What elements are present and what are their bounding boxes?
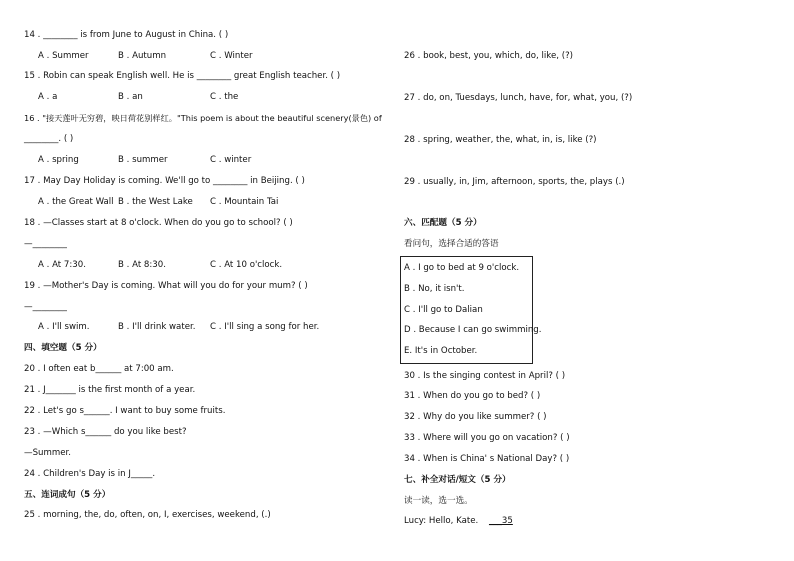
question-19: 19 . —Mother's Day is coming. What will you do for your mum? ( ): [24, 281, 308, 291]
question-22: 22 . Let's go s______. I want to buy some fruits.: [24, 406, 226, 416]
q18-option-b: B . At 8:30.: [118, 260, 166, 270]
match-option-d: D . Because I can go swimming.: [404, 325, 542, 335]
question-23-answer: —Summer.: [24, 448, 72, 458]
q16-option-c: C . winter: [210, 155, 252, 165]
question-29: 29 . usually, in, Jim, afternoon, sports, the, plays (.): [404, 177, 625, 187]
match-option-e: E. It's in October.: [404, 346, 478, 356]
question-30: 30 . Is the singing contest in April? ( ): [404, 371, 566, 381]
match-option-c: C . I'll go to Dalian: [404, 305, 483, 315]
match-option-a: A . I go to bed at 9 o'clock.: [404, 263, 520, 273]
section-7-instruction: 读一读，选一选。: [404, 496, 473, 506]
match-option-b: B . No, it isn't.: [404, 284, 465, 294]
question-18-answer-line: —________: [24, 239, 67, 249]
question-28: 28 . spring, weather, the, what, in, is, like (?): [404, 135, 597, 145]
q14-option-a: A . Summer: [38, 51, 89, 61]
question-26: 26 . book, best, you, which, do, like, (?): [404, 51, 573, 61]
q18-option-a: A . At 7:30.: [38, 260, 86, 270]
question-34: 34 . When is China' s National Day? ( ): [404, 454, 570, 464]
section-4-heading: 四、填空题（5 分）: [24, 343, 102, 353]
question-18: 18 . —Classes start at 8 o'clock. When do you go to school? ( ): [24, 218, 293, 228]
q16-option-a: A . spring: [38, 155, 79, 165]
q17-option-b: B . the West Lake: [118, 197, 193, 207]
q19-option-a: A . I'll swim.: [38, 322, 90, 332]
question-27: 27 . do, on, Tuesdays, lunch, have, for, what, you, (?): [404, 93, 633, 103]
question-15: 15 . Robin can speak English well. He is ________ great English teacher. ( ): [24, 71, 341, 81]
q17-option-c: C . Mountain Tai: [210, 197, 279, 207]
section-5-heading: 五、连词成句（5 分）: [24, 490, 111, 500]
question-25: 25 . morning, the, do, often, on, I, exercises, weekend, (.): [24, 510, 271, 520]
q19-option-b: B . I'll drink water.: [118, 322, 196, 332]
question-20: 20 . I often eat b______ at 7:00 am.: [24, 364, 174, 374]
dialog-text: Lucy: Hello, Kate.: [404, 516, 479, 526]
question-14: 14 . ________ is from June to August in China. ( ): [24, 30, 229, 40]
q15-option-b: B . an: [118, 92, 143, 102]
question-23: 23 . —Which s______ do you like best?: [24, 427, 187, 437]
q19-option-c: C . I'll sing a song for her.: [210, 322, 320, 332]
section-7-heading: 七、补全对话/短文（5 分）: [404, 475, 511, 485]
q15-option-a: A . a: [38, 92, 58, 102]
question-17: 17 . May Day Holiday is coming. We'll go to ________ in Beijing. ( ): [24, 176, 305, 186]
question-16: 16 . "接天莲叶无穷碧，映日荷花别样红。"This poem is about the beautiful scenery(景色) of: [24, 113, 382, 123]
q14-option-b: B . Autumn: [118, 51, 167, 61]
q18-option-c: C . At 10 o'clock.: [210, 260, 283, 270]
question-32: 32 . Why do you like summer? ( ): [404, 412, 547, 422]
section-6-instruction: 看问句，选择合适的答语: [404, 239, 499, 249]
question-24: 24 . Children's Day is in J_____.: [24, 469, 156, 479]
section-6-heading: 六、匹配题（5 分）: [404, 218, 482, 228]
question-33: 33 . Where will you go on vacation? ( ): [404, 433, 570, 443]
blank-35: ___35: [489, 516, 513, 526]
q17-option-a: A . the Great Wall: [38, 197, 114, 207]
question-21: 21 . J_______ is the first month of a year.: [24, 385, 196, 395]
question-31: 31 . When do you go to bed? ( ): [404, 391, 541, 401]
q14-option-c: C . Winter: [210, 51, 253, 61]
q15-option-c: C . the: [210, 92, 239, 102]
question-16-continued: ________. ( ): [24, 134, 74, 144]
q16-option-b: B . summer: [118, 155, 168, 165]
dialog-line-lucy: [404, 516, 513, 527]
question-19-answer-line: —________: [24, 302, 67, 312]
